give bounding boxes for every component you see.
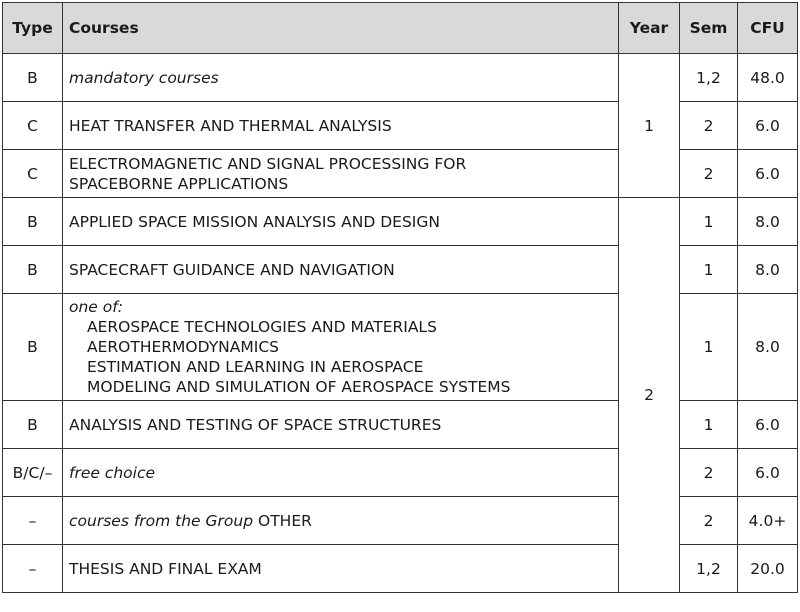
course-cell: free choice (63, 449, 619, 497)
type-cell: B (3, 54, 63, 102)
type-cell: – (3, 497, 63, 545)
cfu-cell: 8.0 (738, 246, 798, 294)
sem-cell: 1 (680, 246, 738, 294)
course-group-name: OTHER (258, 511, 312, 530)
year-cell: 1 (619, 54, 680, 198)
type-cell: C (3, 150, 63, 198)
header-year: Year (619, 3, 680, 54)
table-row (3, 54, 798, 102)
type-cell: – (3, 545, 63, 593)
sem-cell: 2 (680, 497, 738, 545)
course-cell (63, 497, 619, 545)
cfu-cell: 4.0+ (738, 497, 798, 545)
header-sem: Sem (680, 3, 738, 54)
table-row (3, 198, 798, 246)
header-cfu: CFU (738, 3, 798, 54)
cfu-cell: 6.0 (738, 449, 798, 497)
year-cell: 2 (619, 198, 680, 593)
course-cell: HEAT TRANSFER AND THERMAL ANALYSIS (63, 102, 619, 150)
type-cell: B (3, 401, 63, 449)
course-cell: SPACECRAFT GUIDANCE AND NAVIGATION (63, 246, 619, 294)
sem-cell: 1,2 (680, 54, 738, 102)
sem-cell: 1 (680, 401, 738, 449)
course-cell: ANALYSIS AND TESTING OF SPACE STRUCTURES (63, 401, 619, 449)
cfu-cell: 6.0 (738, 150, 798, 198)
sem-cell: 2 (680, 102, 738, 150)
course-line: SPACEBORNE APPLICATIONS (69, 174, 289, 193)
type-cell: B (3, 246, 63, 294)
course-option: AEROSPACE TECHNOLOGIES AND MATERIALS (87, 318, 437, 336)
cfu-cell: 6.0 (738, 102, 798, 150)
cfu-cell: 6.0 (738, 401, 798, 449)
sem-cell: 2 (680, 150, 738, 198)
type-cell: C (3, 102, 63, 150)
course-option: MODELING AND SIMULATION OF AEROSPACE SYSTEMS (87, 378, 511, 396)
course-italic-part: courses from the Group (69, 511, 254, 530)
one-of-label: one of: (69, 298, 123, 316)
course-cell (63, 294, 619, 401)
type-cell: B (3, 198, 63, 246)
course-cell: mandatory courses (63, 54, 619, 102)
type-cell: B (3, 294, 63, 401)
course-option: ESTIMATION AND LEARNING IN AEROSPACE (87, 358, 424, 376)
header-type: Type (3, 3, 63, 54)
header-row (3, 3, 798, 54)
cfu-cell: 8.0 (738, 294, 798, 401)
course-plan-table (2, 2, 798, 593)
course-cell: APPLIED SPACE MISSION ANALYSIS AND DESIGN (63, 198, 619, 246)
header-courses: Courses (63, 3, 619, 54)
sem-cell: 2 (680, 449, 738, 497)
course-option: AEROTHERMODYNAMICS (87, 338, 279, 356)
sem-cell: 1,2 (680, 545, 738, 593)
type-cell: B/C/– (3, 449, 63, 497)
cfu-cell: 20.0 (738, 545, 798, 593)
course-line: ELECTROMAGNETIC AND SIGNAL PROCESSING FOR (69, 154, 467, 173)
course-cell (63, 150, 619, 198)
course-cell: THESIS AND FINAL EXAM (63, 545, 619, 593)
cfu-cell: 8.0 (738, 198, 798, 246)
sem-cell: 1 (680, 198, 738, 246)
sem-cell: 1 (680, 294, 738, 401)
cfu-cell: 48.0 (738, 54, 798, 102)
